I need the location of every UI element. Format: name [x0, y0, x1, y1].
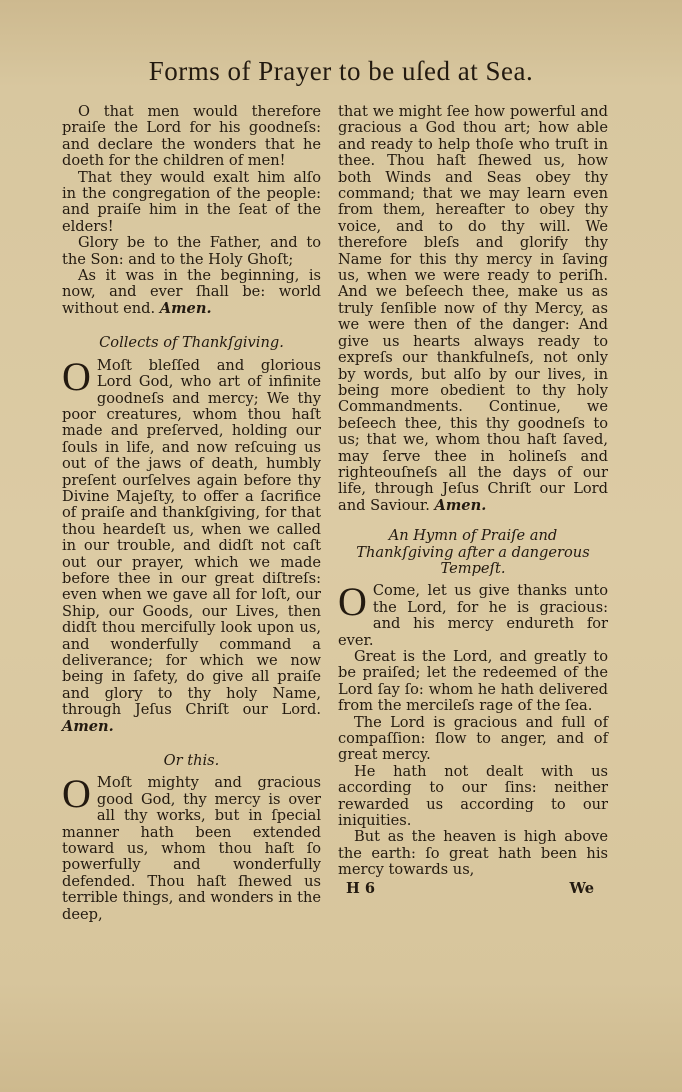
collect-body: Moſt bleſſed and glorious Lord God, who art of infinite goodneſs and mercy; We thy poor creatures, whom thou haſt made and preſerved, holding our ſouls in life, and now reſcuing us out of the jaws of death, humbly preſent ourſelves again before thy Divine Majeſty, to offer a ſacrifice of praiſe and thankſgiving, for that thou heardeſt us, when we called in our trouble, and didſt not caſt out our prayer, which we made before thee in our great diſtreſs: even when we gave all for loſt, our Ship, our Goods, our Lives, then didſt thou mercifully look upon us, and wonderfully command a deliverance; for which we now being in ſafety, do give all praiſe and glory to thy holy Name, through Jeſus Chriſt our Lord.	[62, 356, 321, 719]
hymn-paragraph: The Lord is gracious and full of compaſſion: ſlow to anger, and of great mercy.	[338, 713, 608, 764]
drop-cap: O	[338, 579, 367, 625]
right-column	[338, 104, 608, 897]
collect-continuation	[338, 104, 608, 514]
hymn-paragraph: Great is the Lord, and greatly to be praiſed; let the redeemed of the Lord ſay ſo: whom he hath delivered from the mercileſs rage of the ſea.	[338, 648, 608, 715]
drop-cap: O	[62, 771, 91, 817]
hymn-paragraph	[338, 579, 608, 649]
signature-mark: H 6	[346, 879, 376, 897]
verse-paragraph: That they would exalt him alſo in the congregation of the people: and praiſe him in the ſeat of the elders!	[62, 168, 321, 235]
gloria-text: As it was in the beginning, is now, and ever ſhall be: world without end.	[62, 267, 321, 317]
section-heading-collects: Collects of Thankſgiving.	[99, 334, 284, 352]
catchword: We	[569, 879, 594, 897]
continuation-text: that we might ſee how powerful and gracious a God thou art; how able and ready to help thoſe who truſt in thee. Thou haſt ſhewed us, how both Winds and Seas obey thy command; that we may learn even from them, hereafter to obey thy voice, and to do thy will. We therefore bleſs and glorify thy Name for this thy mercy in ſaving us, when we were ready to periſh. And we beſeech thee, make us as truly ſenſible now of thy Mercy, as we were then of the danger: And give us hearts always ready to expreſs our thankfulneſs, not only by words, but alſo by our lives, in being more obedient to thy holy Commandments. Continue, we beſeech thee, this thy goodneſs to us; that we, whom thou haſt ſaved, may ſerve thee in holineſs and righteouſneſs all the days of our life, through Jeſus Chriſt our Lord and Saviour.	[338, 103, 608, 514]
collect-body: Moſt mighty and gracious good God, thy mercy is over all thy works, but in ſpecial manner hath been extended toward us, whom thou haſt ſo powerfully and wonderfully defended. Thou haſt ſhewed us terrible things, and wonders in the deep,	[62, 774, 321, 923]
collect-paragraph	[62, 771, 321, 923]
amen-label: Amen.	[62, 717, 114, 735]
section-heading-or-this: Or this.	[163, 752, 220, 770]
drop-cap: O	[62, 353, 91, 399]
gloria-paragraph-2	[62, 268, 321, 317]
verse-paragraph: O that men would therefore praiſe the Lord for his goodneſs: and declare the wonders that he doeth for the children of men!	[62, 103, 321, 170]
section-heading-hymn: An Hymn of Praiſe and Thankſgiving after a dangerous Tempeſt.	[356, 527, 590, 577]
hymn-text: Come, let us give thanks unto the Lord, for he is gracious: and his mercy endureth for ever.	[338, 582, 608, 649]
hymn-paragraph: But as the heaven is high above the earth: ſo great hath been his mercy towards us,	[338, 828, 608, 879]
collect-paragraph	[62, 353, 321, 735]
gloria-paragraph: Glory be to the Father, and to the Son: and to the Holy Ghoſt;	[62, 234, 321, 268]
amen-label: Amen.	[434, 496, 487, 514]
amen-label: Amen.	[159, 299, 212, 317]
page-footer	[338, 879, 608, 897]
left-column	[62, 104, 321, 923]
running-header: Forms of Prayer to be uſed at Sea.	[148, 56, 534, 86]
hymn-paragraph: He hath not dealt with us according to our ſins: neither rewarded us according to our iniquities.	[338, 762, 608, 830]
